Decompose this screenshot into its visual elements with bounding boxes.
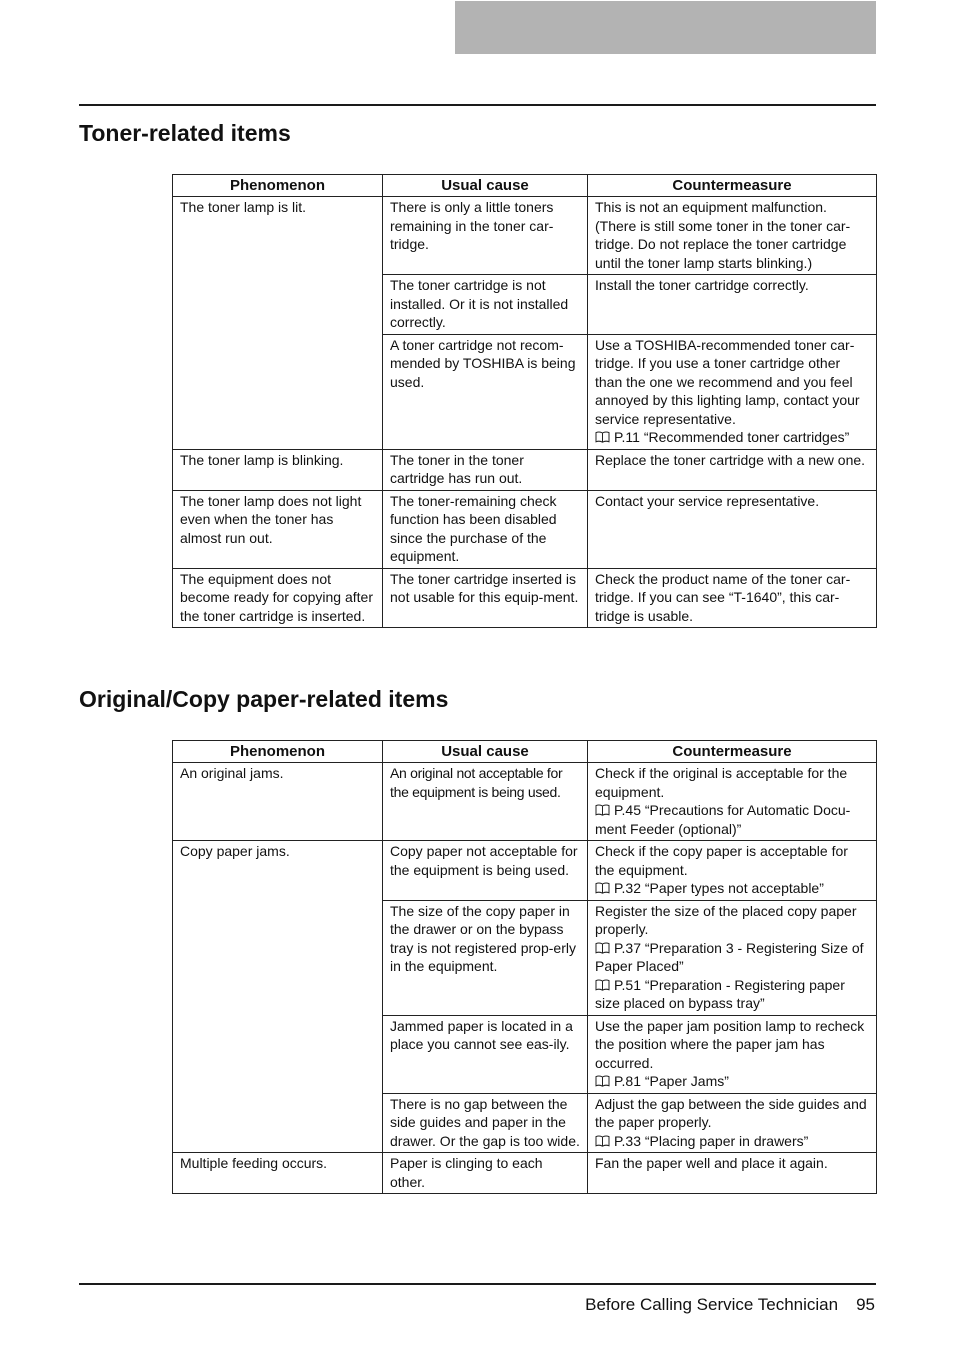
header-phenomenon: Phenomenon [173,175,383,197]
page-reference-link[interactable]: P.37 “Preparation 3 - Registering Size of Paper Placed” [595,939,864,974]
cause-cell: Copy paper not acceptable for the equipment is being used. [383,841,588,901]
countermeasure-text: Use a TOSHIBA-recommended toner car-tridge. If you use a toner cartridge other than the one we recommend and you feel annoyed by this lighting lamp, contact your service representative. [595,336,860,427]
page-number: 95 [856,1295,875,1314]
countermeasure-cell [588,900,877,1015]
book-reference-icon [595,977,610,989]
table-row [173,1153,877,1194]
cause-cell: There is only a little toners remaining in the toner car-tridge. [383,197,588,275]
countermeasure-cell [588,763,877,841]
toner-table [172,174,877,628]
phenomenon-cell: The toner lamp is lit. [173,197,383,450]
page-reference-link[interactable]: P.51 “Preparation - Registering paper size placed on bypass tray” [595,976,845,1011]
page-reference-link[interactable]: P.33 “Placing paper in drawers” [614,1132,809,1149]
phenomenon-cell: An original jams. [173,763,383,841]
table-row [173,568,877,628]
countermeasure-cell: Replace the toner cartridge with a new one. [588,449,877,490]
header-cause: Usual cause [383,175,588,197]
book-reference-icon [595,880,610,892]
paper-table [172,740,877,1194]
footer-section-title: Before Calling Service Technician [585,1295,839,1314]
book-reference-icon [595,429,610,441]
countermeasure-text: Register the size of the placed copy paper properly. [595,902,857,937]
countermeasure-text: Check if the original is acceptable for the equipment. [595,765,848,800]
book-reference-icon [595,1133,610,1145]
page-reference-link[interactable]: P.81 “Paper Jams” [614,1073,729,1089]
book-reference-icon [595,1073,610,1085]
header-countermeasure: Countermeasure [588,175,877,197]
table-row [173,490,877,568]
table-row [173,841,877,901]
phenomenon-cell: The toner lamp does not light even when the toner has almost run out. [173,490,383,568]
page-reference-link[interactable]: P.32 “Paper types not acceptable” [614,880,824,896]
section-title-paper: Original/Copy paper-related items [79,686,449,712]
page-reference-link[interactable]: P.45 “Precautions for Automatic Docu-ment Feeder (optional)” [595,802,851,837]
countermeasure-text: Use the paper jam position lamp to recheck the position where the paper jam has occurred. [595,1017,865,1071]
cause-cell: The toner-remaining check function has been disabled since the purchase of the equipment. [383,490,588,568]
cause-cell: A toner cartridge not recom-mended by TOSHIBA is being used. [383,334,588,449]
header-phenomenon: Phenomenon [173,741,383,763]
countermeasure-cell [588,1093,877,1153]
countermeasure-cell: Install the toner cartridge correctly. [588,275,877,335]
page-reference-link[interactable]: P.11 “Recommended toner cartridges” [614,429,850,445]
countermeasure-cell: Contact your service representative. [588,490,877,568]
top-rule [79,104,876,106]
phenomenon-cell: The equipment does not become ready for copying after the toner cartridge is inserted. [173,568,383,628]
header-countermeasure: Countermeasure [588,741,877,763]
countermeasure-cell: This is not an equipment malfunction. (There is still some toner in the toner car-tridge. Do not replace the toner cartridge until the toner lamp starts blinking.) [588,197,877,275]
table-row [173,197,877,275]
cause-cell: The toner cartridge is not installed. Or it is not installed correctly. [383,275,588,335]
countermeasure-text: Adjust the gap between the side guides and the paper properly. [595,1095,867,1130]
cause-cell: The toner cartridge inserted is not usable for this equip-ment. [383,568,588,628]
section-title-toner: Toner-related items [79,120,291,146]
header-bar [455,1,876,54]
countermeasure-cell [588,334,877,449]
table-header-row [173,175,877,197]
cause-cell: The size of the copy paper in the drawer or on the bypass tray is not registered prop-erly in the equipment. [383,900,588,1015]
cause-cell: An original not acceptable for the equipment is being used. [383,763,588,841]
header-cause: Usual cause [383,741,588,763]
countermeasure-cell [588,1015,877,1093]
footer-rule [79,1283,876,1285]
countermeasure-cell: Check the product name of the toner car-tridge. If you can see “T-1640”, this car-tridge is usable. [588,568,877,628]
book-reference-icon [595,940,610,952]
book-reference-icon [595,802,610,814]
countermeasure-cell: Fan the paper well and place it again. [588,1153,877,1194]
table-row [173,763,877,841]
phenomenon-cell: The toner lamp is blinking. [173,449,383,490]
countermeasure-cell [588,841,877,901]
countermeasure-text: Check if the copy paper is acceptable for the equipment. [595,843,848,878]
phenomenon-cell: Copy paper jams. [173,841,383,1153]
table-header-row [173,741,877,763]
cause-cell: The toner in the toner cartridge has run out. [383,449,588,490]
cause-cell: Paper is clinging to each other. [383,1153,588,1194]
cause-cell: Jammed paper is located in a place you cannot see eas-ily. [383,1015,588,1093]
phenomenon-cell: Multiple feeding occurs. [173,1153,383,1194]
cause-cell: There is no gap between the side guides and paper in the drawer. Or the gap is too wide. [383,1093,588,1153]
table-row [173,449,877,490]
page-footer [585,1295,875,1315]
